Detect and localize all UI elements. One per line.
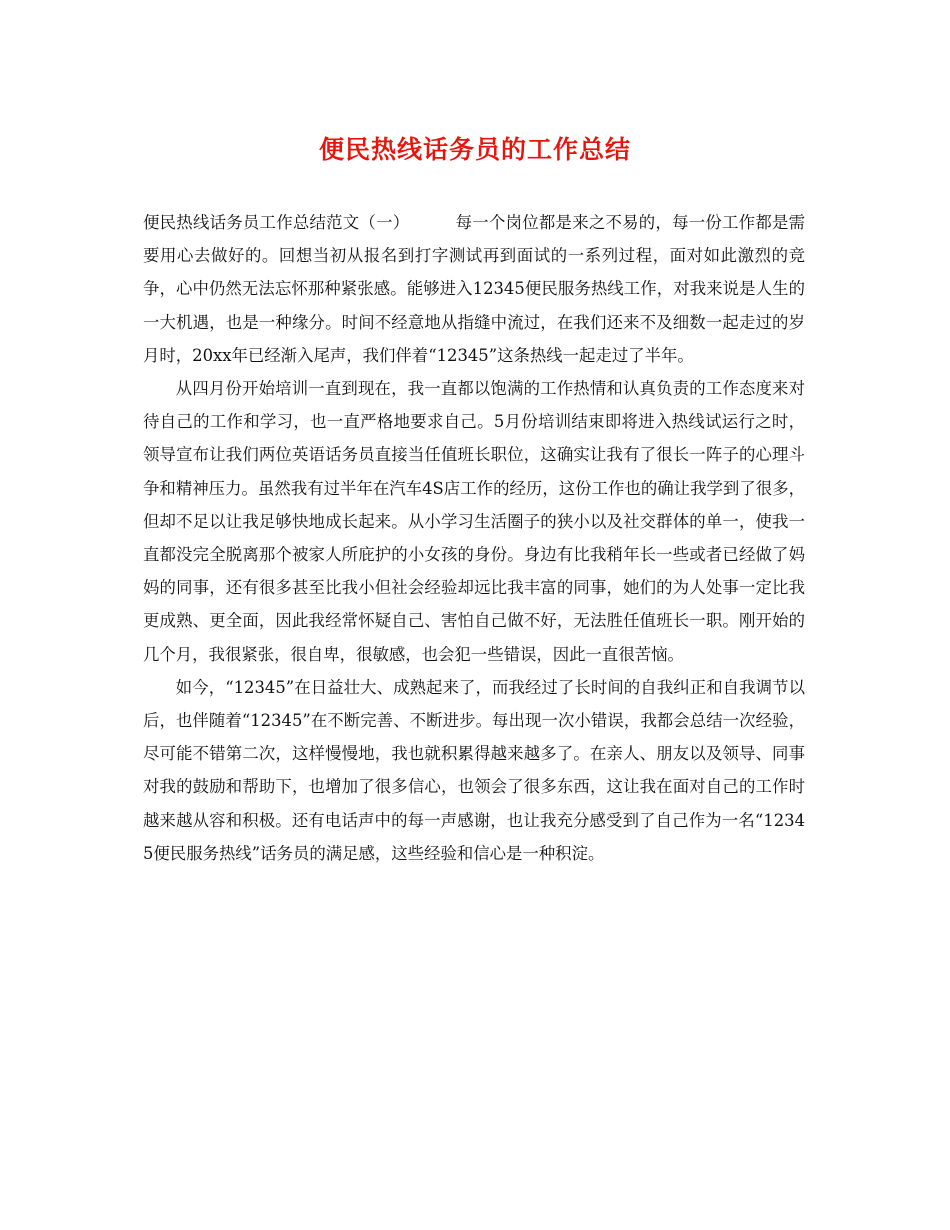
paragraph-2: 从四月份开始培训一直到现在，我一直都以饱满的工作热情和认真负责的工作态度来对待自己的工作和学习，也一直严格地要求自己。5月份培训结束即将进入热线试运行之时，领导宣布让我们两位英语话务员直接当任值班长职位，这确实让我有了很长一阵子的心理斗争和精神压力。虽然我有过半年在汽车4S店工作的经历，这份工作也的确让我学到了很多，但却不足以让我足够快地成长起来。从小学习生活圈子的狭小以及社交群体的单一，使我一直都没完全脱离那个被家人所庇护的小女孩的身份。身边有比我稍年长一些或者已经做了妈妈的同事，还有很多甚至比我小但社会经验却远比我丰富的同事，她们的为人处事一定比我更成熟、更全面，因此我经常怀疑自己、害怕自己做不好，无法胜任值班长一职。刚开始的几个月，我很紧张，很自卑，很敏感，也会犯一些错误，因此一直很苦恼。 xyxy=(143,379,805,664)
document-body xyxy=(143,206,805,870)
intro-label: 便民热线话务员工作总结范文（一） xyxy=(143,213,410,232)
paragraph-1-text: 每一个岗位都是来之不易的，每一份工作都是需要用心去做好的。回想当初从报名到打字测试再到面试的一系列过程，面对如此激烈的竞争，心中仍然无法忘怀那种紧张感。能够进入12345便民服务热线工作，对我来说是人生的一大机遇，也是一种缘分。时间不经意地从指缝中流过，在我们还来不及细数一起走过的岁月时，20xx年已经渐入尾声，我们伴着“12345”这条热线一起走过了半年。 xyxy=(143,213,806,365)
paragraph-3: 如今，“12345”在日益壮大、成熟起来了，而我经过了长时间的自我纠正和自我调节以后，也伴随着“12345”在不断完善、不断进步。每出现一次小错误，我都会总结一次经验，尽可能不错第二次，这样慢慢地，我也就积累得越来越多了。在亲人、朋友以及领导、同事对我的鼓励和帮助下，也增加了很多信心，也领会了很多东西，这让我在面对自己的工作时越来越从容和积极。还有电话声中的每一声感谢，也让我充分感受到了自己作为一名“12345便民服务热线”话务员的满足感，这些经验和信心是一种积淀。 xyxy=(143,677,805,863)
document-title: 便民热线话务员的工作总结 xyxy=(318,135,631,164)
paragraph-1 xyxy=(143,206,805,372)
